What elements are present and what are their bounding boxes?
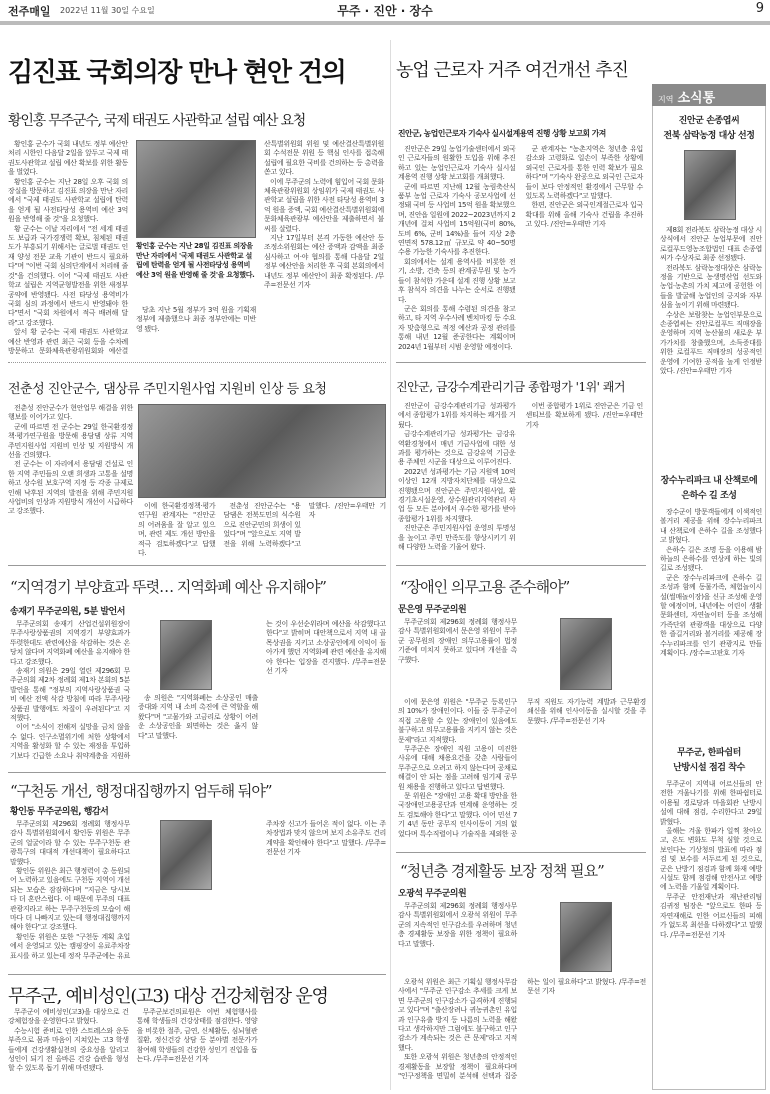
a1-body-mid	[136, 306, 256, 356]
a3-photo	[138, 404, 386, 498]
paragraph: 제8회 전라북도 삼락농정 대상 시상식에서 진안군 농업부문에 진안로컬푸드영농조합법인 대표 손종엽씨가 수상자로 최종 선정됐다.	[660, 226, 762, 263]
paragraph: 수능시험 준비로 인한 스트레스와 운동부족으로 몸과 마음이 지쳐있는 고3 학생들에게 건강생활실천의 중요성을 알리고 성인이 되기 전 올바른 건강 습관을 형성할 수 있도록 돕기 위해 마련됐다.	[8, 1026, 129, 1073]
a7-photo	[160, 820, 212, 890]
a8-byline: 오광석 무주군의원	[398, 889, 467, 899]
a4-body	[398, 402, 643, 560]
side1-title-line: 진안군 손종엽씨	[678, 116, 740, 126]
header-rule	[0, 21, 770, 25]
a4-headline: 진안군, 금강수계관리기금 종합평가 '1위' 쾌거	[396, 380, 625, 394]
divider	[8, 362, 386, 363]
side3-body	[660, 780, 762, 1085]
a5-photo	[160, 620, 212, 690]
paragraph: 이에 무주군의 노력에 힘입어 국회 문화체육관광위원회 상임위가 국제 태권도 사관학교 설립을 위한 사전 타당성 용역비 3억 원을 증액, 국회 예산결산특별위원회에 문화체육관광부 예산안을 제출하면서 불씨를 살렸다.	[264, 177, 384, 233]
paragraph: 무주군의회 제296회 정례회 행정사무감사 특별위원회에서 오광석 위원이 무주군의 지속적인 인구감소를 우려하며 청년층 경제활동 보장을 위한 정책이 필요하다고 말했다.	[398, 902, 517, 948]
section-title: 무주 · 진안 · 장수	[337, 4, 433, 18]
paragraph: 황인동 위원은 최근 행정력이 총 동원되어 노력하고 있음에도 구천동 지역이 개선되는 모습은 잠잠하다며 "지금은 당시보다 더 혼란스럽다. 이 때문에 무주의 대표관광지라고 하는 무주구천동의 모습이 해마다 더 나빠지고 있는데 행정대집행까지 해야 한다"고 강조했다.	[10, 867, 130, 932]
sidebar-label: 지역	[658, 95, 674, 104]
a5-byline: 송재기 무주군의원, 5분 발언서	[10, 607, 125, 617]
a5-body-mid	[138, 694, 258, 768]
a8-body-cont	[398, 978, 646, 1090]
paragraph: 군은 장수누리파크에 은하수 길 조성과 함께 동물가족, 체험놀이시설(썰매놀이장)을 신규 조성해 운영할 예정이며, 내년에는 어린이 생활문화센터, 자연놀이터 등을 조성해 가족단위 관광객을 대상으로 다양한 즐길거리와 볼거리를 제공해 장수누리파크를 인기 관광지로 만들 계획이다. /장수=고판호 기자	[660, 573, 762, 658]
paragraph: 금강수계관리기금 성과평가는 금강유역환경청에서 매년 기금사업에 대한 성과를 평가하는 것으로 금강유역 기금운용 주체인 시군을 대상으로 이루어진다.	[398, 430, 516, 467]
paragraph: 전춘성 진안군수가 현안업무 해결을 위한 행보를 이어가고 있다.	[8, 404, 133, 422]
a6-byline: 문은영 무주군의원	[398, 605, 467, 615]
paragraph: 진안군은 29일 농업기술센터에서 외국인 근로자들의 원활한 도입을 위해 추진하고 있는 농업인근로자 기숙사 실시설계용역 진행 상황 보고회를 개최했다.	[398, 145, 516, 182]
a8-photo	[560, 902, 612, 972]
paragraph: 군은 회의를 통해 수렴된 의견을 참고하고, 타 지역 우수사례 벤치마킹 등 수요자 맞춤형으로 적정 예산과 공정 관리를 통해 내년 12월 준공한다는 계획이며 2024년 1월부터 시범 운영할 예정이다.	[398, 304, 516, 351]
side2-title-line: 장수누리파크 내 산책로에	[660, 476, 758, 486]
paragraph: 이번 종합평가 1위로 진안군은 기금 인센티브를 확보하게 됐다. /진안=우태만기자	[525, 402, 643, 429]
side3-title-line: 난방시설 점검 착수	[673, 763, 745, 773]
page-number: 9	[755, 1, 764, 16]
paragraph: 오광석 위원은 최근 기획실 행정사무감사에서 "무주군 인구감소 추세를 크게 보면 무주군의 인구감소가 급격하게 진행되고 있다"며 "출산장려나 귀농귀촌인 유입과 인구유출 방지 등 나름의 노력을 해왔다고 생각하지만 그럼에도 불구하고 인구감소가 계속되는 것은 큰 문제"라고 지적했다.	[398, 978, 517, 1052]
paragraph: 황인동 위원은 또한 "구천동 계획 초입에서 운영되고 있는 캠핑장이 유료주차장 표시를 하고 있는데 정작 무주군에는 유료주차장 신고가 들어온 적이 없다. 이는 주차장법과 맞지 않으며 보지 소유주도 건리계약을 확인해야 한다"고 말했다. /무주=전문선 기자	[10, 820, 386, 960]
side2-title-line: 은하수 길 조성	[681, 491, 737, 501]
paragraph: 무주군은 장애인 직원 고용이 미진한 사유에 대해 채용요건을 갖춘 사람들이 무주군으로 오려고 하지 않는다며 공채로 해결이 안 되는 점을 고려해 임기제 공무원 채용을 진행하고 있다고 답변했다.	[398, 745, 517, 791]
paragraph: 송 의원은 "지역화폐는 소상공인 매출 증대와 지역 내 소비 촉진에 큰 역할을 해왔다"며 "고물가와 고금리로 상황이 어려운 소상공인을 외면하는 것은 옳지 않다"고 말했다.	[138, 694, 258, 740]
a2-subheadline: 진안군, 농업인근로자 기숙사 실시설계용역 진행 상황 보고회 가져	[398, 129, 606, 138]
paragraph: 황 군수는 이날 자리에서 "전 세계 태권도 보급과 국가경쟁력 확보, 침체된 태권도가 부흥되기 위해서는 글로벌 태권도 인재 양성 전문 교육 기관이 반드시 필요하다"며 "이번 국회 심의단계에서 처리해 줄 것"을 건의했다. 이어 "국제 태권도 사관학교 설립은 지역균형발전을 위한 새정부 공약에 반영됐다. 사전 타당성 용역비가 국회 심의 과정에서 반드시 반영돼야 한다"면서 "국회 차원에서 적극 배려해 달라"고 강조했다.	[8, 224, 128, 327]
a6-headline: “장애인 의무고용 준수해야”	[400, 578, 570, 596]
side1-title	[654, 114, 764, 144]
a2-body	[398, 145, 643, 358]
main-headline: 김진표 국회의장 만나 현안 건의	[8, 58, 346, 88]
paragraph: 문 위원은 "장애인 고용 확대 방안을 한국장애인고용공단과 연계해 운영하는 것도 검토해야 한다"고 말했다. 이어 민선 7기 4년 동안 공무직 인사이동이 거의 없었다며 특수직렬이나 기술직을 제외한 공무직 직원도 자기능력 계발과 근무환경 쇄신을 위해 인사이동을 실시할 것을 주문했다. /무주=전문선 기자	[398, 698, 646, 838]
paragraph: 황인홍 군수가 국회 내년도 정부 예산안 처리 시한인 다음달 2일을 앞두고 국제 태권도사관학교 설립 예산 확보를 위한 활동을 벌였다.	[8, 140, 128, 177]
paragraph: 황인홍 군수는 지난 28일 오후 국회 의장실을 방문하고 김진표 의장을 만난 자리에서 "국제 태권도 사관학교 설립에 탄력을 얻게 될 사전타당성 용역비 예산 3억 원을 반영해 줄 것"을 요청했다.	[8, 177, 128, 224]
masthead: 전주매일	[8, 5, 51, 18]
paragraph: 이에 한국환경정책·평가연구원 관계자는 "진안군의 어려움을 잘 알고 있으며, 관련 제도 개선 방안을 적극 검토하겠다"고 답했다.	[138, 502, 216, 558]
paragraph: 송재기 의원은 29일 열린 제296회 무주군의회 제2차 정례회 제1차 본회의 5분 발언을 통해 "정부의 지역사랑상품권 국비 예산 전액 삭감 방침에 따라 무주사랑상품권 발행에도 차질이 우려된다"고 지적했다.	[10, 667, 130, 723]
side3-title-line: 무주군, 한파쉼터	[677, 748, 741, 758]
paragraph: 무주군의회 제296회 정례회 행정사무감사 특별위원회에서 황인동 위원은 무주군의 얼굴이라 할 수 있는 무주구천동 관광특구의 대대적 개선대책이 필요하다고 말했다.	[10, 820, 130, 866]
paragraph: 무주군보건의료원은 이번 체험행사를 통해 학생들의 건강상태를 점검한다. 영양을 비롯한 절주, 금연, 신체활동, 심뇌혈관질환, 정신건강 상담 등 분야별 전문가가 참여해 학생들의 건강한 성인기 진입을 돕는다. /무주=전문선 기자	[136, 1008, 258, 1064]
paragraph: 군에 따르면 전 군수는 29일 한국환경정책·평가연구원을 방문해 용담댐 상류 지역 주민지원사업 지원비 인상 및 지원방식 개선을 건의했다.	[8, 422, 133, 460]
a5-headline: “지역경기 부양효과 뚜렷… 지역화폐 예산 유지해야”	[10, 578, 326, 596]
side1-body	[660, 226, 762, 466]
side2-body	[660, 508, 762, 738]
paragraph: 회의에서는 설계 용역사를 비롯한 전기, 소방, 건축 등의 관계공무원 및 농가들이 참석한 가운데 설계 진행 상황 보고 후 참석자 의견을 나누는 순서로 진행됐다.	[398, 257, 516, 304]
paragraph: 군 관계자는 "농촌지역은 청년층 유입 감소와 고령화로 일손이 부족한 상황에 외국인 근로자를 통한 인력 확보가 필요하다"며 "기숙사 완공으로 외국인 근로자들이 보다 안정적인 환경에서 근무할 수 있도록 노력하겠다"고 말했다.	[525, 145, 643, 201]
paragraph: 진안군은 주민지원사업 운영의 투명성을 높이고 주민 만족도를 향상시키기 위해 다양한 노력을 기울여 왔다.	[398, 524, 516, 552]
paragraph: 앞서 황 군수는 국제 태권도 사관학교 예산 반영과 관련 최근 국회 등을 수차례 방문하고 문화체육관광위원회와 예산결산특별위원회 위원 및 예산결산특별위원회 수석전문 위원 등 핵심 인사를 접촉해 설립에 필요한 국비를 건의하는 등 총력을 쏟고 있다.	[8, 140, 384, 355]
a3-body	[8, 404, 133, 560]
side3-title	[654, 746, 764, 776]
paragraph: 당초 지난 5월 정부가 3억 원을 기획재정부에 제출했으나 최종 정부안에는 미반영 됐다.	[136, 306, 256, 333]
paragraph: 수상은 보람찾는 농업인부문으로 손종엽씨는 진안로컬푸드 직매장을 운영하며 지역 농산물의 새로운 부가가치를 창출했으며, 소득증대를 위한 로컬푸드 직매장의 성공적인 운영에 기여한 공적을 높게 인정받았다. /진안=우태만 기자	[660, 310, 762, 376]
a3-body-cont	[138, 502, 386, 560]
side2-title	[654, 474, 764, 504]
paragraph: 무주군의회 송재기 산업건설위원장이 무주사랑상품권의 지역경기 부양효과가 뚜렷한데도 관련예산을 삭감하는 것은 온당치 않다며 지역화폐 예산을 유지해야 한다고 강조했다.	[10, 620, 130, 666]
paragraph: 전 군수는 이 자리에서 용담댐 건설로 인한 지역 주민들의 오랜 희생과 고통을 설명하고 상수원 보호구역 지정 등 각종 규제로 인해 낙후된 지역의 발전을 위해 주민지원사업비의 인상과 지원방식 개선이 시급하다고 강조했다.	[8, 460, 133, 516]
a8-headline: “청년층 경제활동 보장 정책 필요”	[400, 862, 604, 880]
divider	[396, 852, 646, 853]
a7-byline: 황인동 무주군의원, 행감서	[10, 807, 109, 817]
a3-headline: 전춘성 진안군수, 댐상류 주민지원사업 지원비 인상 등 요청	[8, 382, 327, 397]
paragraph: 2022년 성과평가는 기금 지원액 10억 이상인 12개 지방자치단체를 대상으로 진행됐으며 진안군은 주민지원사업, 환경기초시설운영, 상수원관리지역관리 사업 등 모든 분야에서 우수한 평가를 받아 종합평가 1위를 차지했다.	[398, 467, 516, 523]
paragraph: 군에 따르면 지난해 12월 농림축산식품부 농업 근로자 기숙사 공모사업에 선정돼 국비 등 사업비 15억 원을 확보했으며, 진안읍 일원에 2022~2023년까지 2개년에 걸쳐 사업비 15억원(국비 80%, 도비 6%, 군비 14%)을 들여 지상 2층 연면적 578.12㎡ 규모로 약 40~50명 수용 가능한 기숙사를 추진한다.	[398, 182, 516, 257]
a1-caption: 황인홍 군수는 지난 28일 김진표 의장을 만난 자리에서 '국제 태권도 사관학교 설립에 탄력을 얻게 될 사전타당성 용역비 예산 3억 원을 반영해 줄 것'을 요청했다.	[136, 242, 255, 279]
paragraph: 무주군이 예비성인(고3)을 대상으로 건강체험장을 운영한다고 밝혔다.	[8, 1008, 129, 1026]
paragraph: 이어 "소식이 전해져 실망을 금치 않을 수 없다. 인구소멸위기에 처한 상황에서 지역을 활성화 할 수 있는 재정을 투입하기보다 긴급한 소요나 취약계층을 지원하는 것이 우선순위라며 예산을 삭감했다고 한다"고 밝히며 대안책으로서 지역 내 골목상권을 지키고 소상공인에게 이익이 돌아가게 했던 지역화폐 관련 예산을 유지해야 한다는 입장을 견지했다. /무주=전문선 기자	[10, 620, 386, 760]
paragraph: 은하수 길은 조명 등을 이용해 밤하늘의 은하수를 연상케 하는 빛의 길로 조성됐다.	[660, 545, 762, 573]
a7-headline: “구천동 개선, 행정대집행까지 엄두해 둬야”	[10, 782, 272, 800]
paragraph: 한편, 진안군은 외국인계절근로자 입국 확대를 위해 올해 기숙사 건립을 추진하고 있다. /진안=우태만 기자	[525, 201, 643, 229]
paragraph: 올해는 겨울 한파가 일찍 찾아오고, 온도 변화도 무척 심할 것으로 보인다는 기상청의 발표에 따라 점검 및 보수를 서두르게 된 것으로, 군은 난방기 점검과 함께 화재 예방 시설도 함께 점검해 안전사고 예방에 노력을 기울일 계획이다.	[660, 827, 762, 892]
divider	[8, 772, 386, 773]
divider	[396, 362, 646, 363]
a6-body	[398, 618, 517, 694]
sidebar-header	[652, 84, 766, 106]
column-divider	[390, 40, 391, 1090]
a9-headline: 무주군, 예비성인(고3) 대상 건강체험장 운영	[8, 986, 328, 1007]
paragraph: 무주군의회 제296회 정례회 행정사무감사 특별위원회에서 문은영 위원이 무주군 공무원의 장애인 의무고용률이 법정 기준에 미치지 못하고 있다며 개선을 촉구했다.	[398, 618, 517, 664]
side1-title-line: 전북 삼락농정 대상 선정	[663, 131, 755, 141]
divider	[396, 565, 646, 566]
paragraph: 전라북도 삼락농정대상은 삼락농정을 기반으로 농생명산업 선도와 농업·농촌의 가치 제고에 공헌한 이들을 발굴해 농업인의 긍지와 자부심을 높이기 위해 마련됐다.	[660, 263, 762, 310]
a6-body-cont	[398, 698, 646, 846]
paragraph: 지난 17일부터 본격 가동한 예산안 등조정소위원회는 예산 증액과 감액을 최종 심사하고 여·야 협의를 통해 다음달 2일 정부 예산안을 처리한 후 국회 본회의에서 내년도 정부 예산안이 최종 확정된다. /무주=전문선 기자	[264, 234, 384, 290]
a8-body	[398, 902, 517, 974]
paragraph: 또한 오광석 위원은 청년층의 안정적인 경제활동을 보장할 정책이 필요하다며 "인구정책을 면밀히 분석해 선택과 집중하는 일이 필요하다"고 밝혔다. /무주=전문선 기자	[398, 978, 646, 1081]
paragraph: 무주군 안전재난과 재난관리팀 김귀정 팀장은 "앞으로도 한파 등 자연재해로 인한 어르신들의 피해가 없도록 최선을 다하겠다"고 말했다. /무주=전문선 기자	[660, 892, 762, 939]
paragraph: 이에 문은영 위원은 "무주군 등록인구의 10%가 장애인이다. 이들 중 무주군이 직접 고용할 수 있는 장애인이 있음에도 불구하고 의무고용률을 지키지 않는 것은 문제"라고 지적했다.	[398, 698, 517, 744]
issue-date: 2022년 11월 30일 수요일	[60, 6, 155, 15]
a1-subheadline: 황인홍 무주군수, 국제 태권도 사관학교 설립 예산 요청	[8, 113, 306, 129]
a9-body	[8, 1008, 386, 1092]
a1-photo	[136, 140, 256, 238]
paragraph: 장수군이 방문객들에게 이색적인 볼거리 제공을 위해 장수누리파크 내 산책로에 은하수 길을 조성했다고 밝혔다.	[660, 508, 762, 545]
a6-photo	[560, 618, 612, 690]
sidebar-title: 소식통	[677, 91, 716, 106]
paragraph: 무주군이 지역내 어르신들의 안전한 겨울나기를 위해 한파쉼터로 이용될 경로당과 마을회관 난방시설에 대해 점검, 수리한다고 29일 밝혔다.	[660, 780, 762, 826]
divider	[8, 565, 386, 566]
divider	[8, 974, 386, 975]
side1-photo	[684, 150, 736, 220]
paragraph: 진안군이 금강수계관리기금 성과평가에서 종합평가 1위를 차지하는 쾌거를 거뒀다.	[398, 402, 516, 429]
a2-headline: 농업 근로자 거주 여건개선 추진	[396, 60, 628, 81]
paragraph: 전춘성 진안군수는 "용담댐은 전북도민의 식수원으로 진안군민의 희생이 있었다"며 "앞으로도 지역 발전을 위해 노력하겠다"고 말했다. /진안=우태만 기자	[223, 502, 386, 548]
